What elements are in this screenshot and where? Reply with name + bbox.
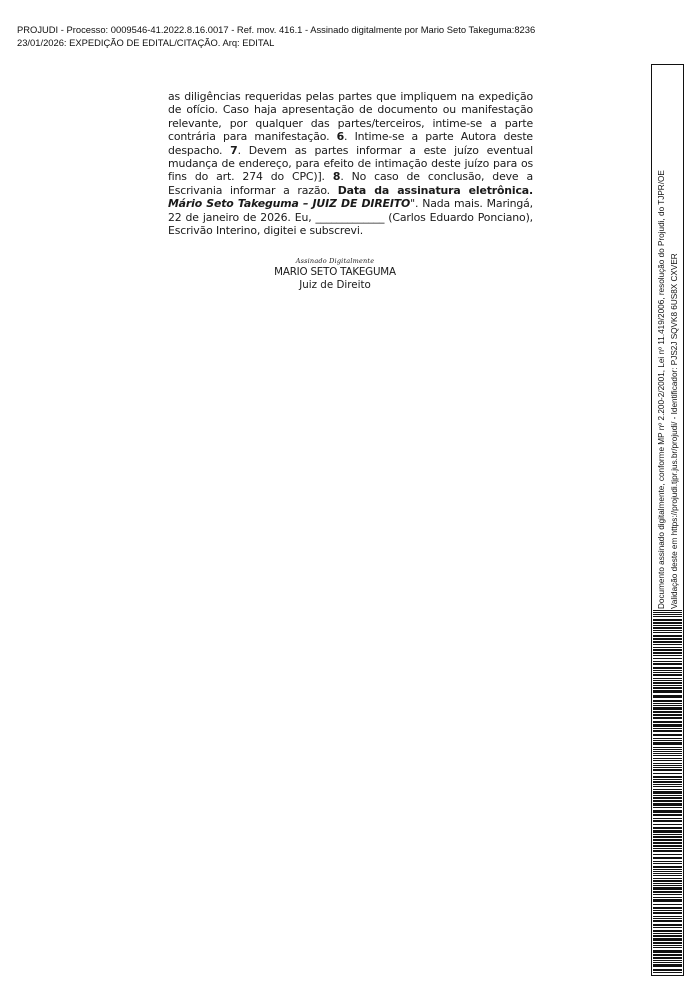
text-segment: ". Nada mais. Maringá, 22 de janeiro de 2026. Eu, _____________ (Carlos Eduardo Ponciano), Escrivão Interino, digitei e subscrevi.	[168, 197, 533, 238]
header-line-2: 23/01/2026: EXPEDIÇÃO DE EDITAL/CITAÇÃO. Arq: EDITAL	[17, 36, 275, 48]
item-number-7: 7	[230, 143, 238, 157]
document-header	[17, 24, 577, 49]
signature-date-note: Data da assinatura eletrônica.	[337, 183, 533, 197]
text-segment: . Devem as partes informar a este juízo eventual mudança de endereço, para efeito de intimação deste juízo para os fins do art. 274 do CPC)].	[168, 143, 533, 184]
digital-signature-mark: Assinado Digitalmente	[295, 257, 375, 265]
validation-side-panel	[651, 64, 684, 976]
text-segment: as diligências requeridas pelas partes que impliquem na expedição de ofício. Caso haja apresentação de documento ou manifestação relevante, por qualquer das partes/terceiros, intime-se a parte contrária para manifestação.	[168, 90, 533, 144]
text-segment: . No caso de conclusão, deve a Escrivania informar a razão.	[168, 170, 533, 197]
judge-signature-inline: Mário Seto Takeguma – JUIZ DE DIREITO	[168, 197, 411, 211]
decision-text	[168, 90, 533, 237]
text-segment: . Intime-se a parte Autora deste despacho.	[168, 130, 533, 157]
signature-block	[270, 257, 400, 292]
signer-role: Juiz de Direito	[299, 279, 371, 291]
barcode	[653, 610, 682, 974]
validation-line-1: Documento assinado digitalmente, conforme MP nº 2.200-2/2001, Lei nº 11.419/2006, resolução do Projudi, do TJPR/OE	[657, 170, 666, 609]
signer-name: MARIO SETO TAKEGUMA	[274, 266, 396, 278]
validation-text	[653, 69, 686, 609]
validation-line-2: Validação deste em https://projudi.tjpr.jus.br/projudi/ - Identificador: PJS2J SQVK8 6US8X CXVER	[669, 253, 679, 609]
header-line-1: PROJUDI - Processo: 0009546-41.2022.8.16.0017 - Ref. mov. 416.1 - Assinado digitalmente por Mario Seto Takeguma:8236	[17, 24, 536, 35]
item-number-8: 8	[332, 170, 341, 184]
item-number-6: 6	[336, 130, 345, 144]
